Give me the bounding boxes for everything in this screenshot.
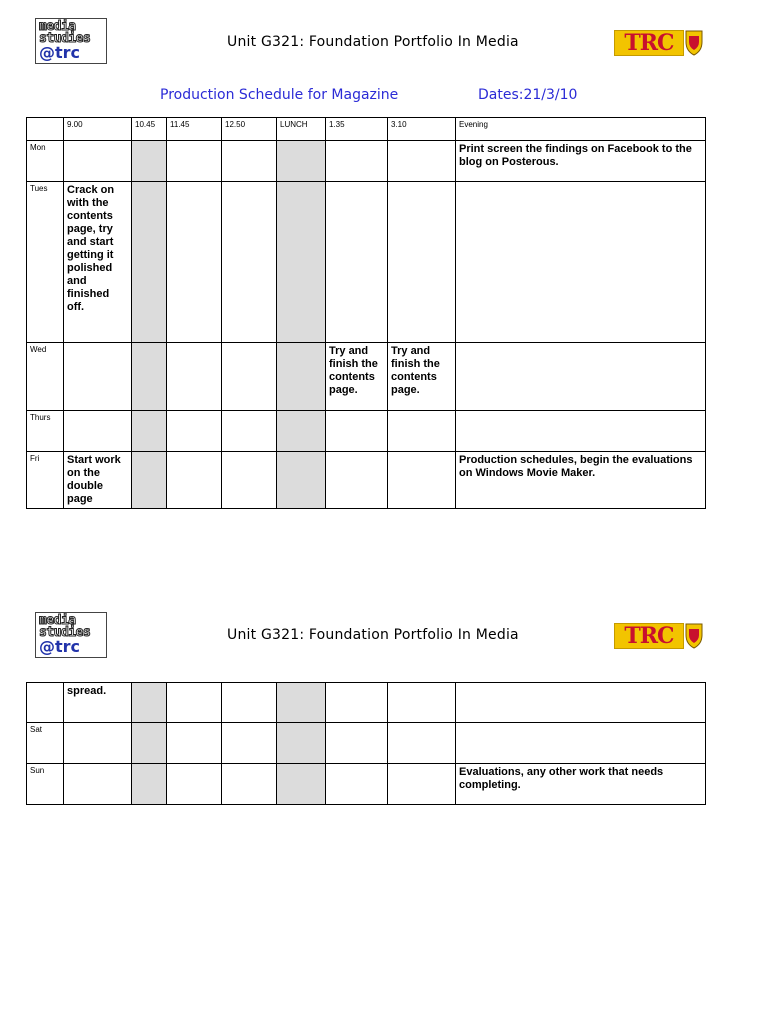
day-label: Fri xyxy=(27,452,64,509)
cell-1045 xyxy=(132,683,167,723)
header-title: Unit G321: Foundation Portfolio In Media xyxy=(227,627,519,643)
cell-135 xyxy=(326,411,388,452)
logo-line-1: media xyxy=(39,19,76,34)
day-label: Thurs xyxy=(27,411,64,452)
day-label: Sun xyxy=(27,764,64,805)
cell-310: Try and finish the contents page. xyxy=(388,343,456,411)
crest-icon xyxy=(684,621,704,649)
cell-1250 xyxy=(222,182,277,343)
cell-evening xyxy=(456,182,706,343)
header-cell-1045: 10.45 xyxy=(132,118,167,141)
schedule-table-continued xyxy=(26,682,706,805)
cell-135 xyxy=(326,723,388,764)
cell-1250 xyxy=(222,764,277,805)
media-studies-logo xyxy=(35,18,107,64)
header-cell-1145: 11.45 xyxy=(167,118,222,141)
cell-1250 xyxy=(222,141,277,182)
logo-line-1: media xyxy=(39,613,76,628)
cell-1145 xyxy=(167,141,222,182)
header-cell-lunch: LUNCH xyxy=(277,118,326,141)
cell-1045 xyxy=(132,452,167,509)
crest-icon xyxy=(684,28,704,56)
cell-evening: Production schedules, begin the evaluations on Windows Movie Maker. xyxy=(456,452,706,509)
cell-1145 xyxy=(167,343,222,411)
header-cell-135: 1.35 xyxy=(326,118,388,141)
logo-line-2: studies xyxy=(39,31,91,46)
cell-135 xyxy=(326,141,388,182)
cell-lunch xyxy=(277,411,326,452)
logo-line-3: @trc xyxy=(39,637,81,656)
cell-lunch xyxy=(277,182,326,343)
day-label: Tues xyxy=(27,182,64,343)
cell-900 xyxy=(64,723,132,764)
cell-1145 xyxy=(167,683,222,723)
trc-logo-text: TRC xyxy=(614,623,684,649)
cell-900 xyxy=(64,343,132,411)
cell-lunch xyxy=(277,343,326,411)
header-cell-evening: Evening xyxy=(456,118,706,141)
cell-evening xyxy=(456,411,706,452)
cell-lunch xyxy=(277,141,326,182)
cell-1250 xyxy=(222,683,277,723)
cell-1045 xyxy=(132,411,167,452)
cell-135: Try and finish the contents page. xyxy=(326,343,388,411)
table-row-thurs xyxy=(27,411,706,452)
header-cell-day xyxy=(27,118,64,141)
cell-135 xyxy=(326,764,388,805)
day-label xyxy=(27,683,64,723)
schedule-title: Production Schedule for Magazine xyxy=(160,87,399,103)
header-title: Unit G321: Foundation Portfolio In Media xyxy=(227,34,519,50)
day-label: Wed xyxy=(27,343,64,411)
table-row-sun xyxy=(27,764,706,805)
cell-1045 xyxy=(132,182,167,343)
logo-line-3: @trc xyxy=(39,43,81,62)
table-row-sat xyxy=(27,723,706,764)
cell-1045 xyxy=(132,141,167,182)
header-row xyxy=(27,118,706,141)
cell-310 xyxy=(388,683,456,723)
cell-310 xyxy=(388,723,456,764)
header-cell-900: 9.00 xyxy=(64,118,132,141)
header-cell-1250: 12.50 xyxy=(222,118,277,141)
cell-1250 xyxy=(222,452,277,509)
day-label: Sat xyxy=(27,723,64,764)
trc-logo xyxy=(614,621,704,651)
cell-1145 xyxy=(167,723,222,764)
cell-1045 xyxy=(132,764,167,805)
cell-evening xyxy=(456,683,706,723)
cell-900: spread. xyxy=(64,683,132,723)
cell-135 xyxy=(326,182,388,343)
cell-lunch xyxy=(277,683,326,723)
cell-1145 xyxy=(167,411,222,452)
cell-900 xyxy=(64,411,132,452)
cell-1250 xyxy=(222,411,277,452)
cell-1145 xyxy=(167,452,222,509)
cell-evening xyxy=(456,343,706,411)
logo-line-2: studies xyxy=(39,625,91,640)
cell-900: Start work on the double page xyxy=(64,452,132,509)
cell-310 xyxy=(388,182,456,343)
cell-lunch xyxy=(277,723,326,764)
cell-1045 xyxy=(132,343,167,411)
table-row-tues xyxy=(27,182,706,343)
cell-evening: Evaluations, any other work that needs completing. xyxy=(456,764,706,805)
cell-lunch xyxy=(277,764,326,805)
trc-logo-text: TRC xyxy=(614,30,684,56)
table-row-wed xyxy=(27,343,706,411)
cell-evening: Print screen the findings on Facebook to the blog on Posterous. xyxy=(456,141,706,182)
cell-1145 xyxy=(167,182,222,343)
media-studies-logo xyxy=(35,612,107,658)
cell-310 xyxy=(388,411,456,452)
cell-1145 xyxy=(167,764,222,805)
cell-310 xyxy=(388,764,456,805)
cell-900: Crack on with the contents page, try and start getting it polished and finished off. xyxy=(64,182,132,343)
cell-135 xyxy=(326,683,388,723)
table-row-fri-continued xyxy=(27,683,706,723)
cell-1250 xyxy=(222,723,277,764)
cell-lunch xyxy=(277,452,326,509)
cell-135 xyxy=(326,452,388,509)
cell-evening xyxy=(456,723,706,764)
header-cell-310: 3.10 xyxy=(388,118,456,141)
trc-logo xyxy=(614,28,704,58)
cell-1045 xyxy=(132,723,167,764)
table-row-fri xyxy=(27,452,706,509)
cell-900 xyxy=(64,764,132,805)
cell-310 xyxy=(388,452,456,509)
cell-900 xyxy=(64,141,132,182)
table-row-mon xyxy=(27,141,706,182)
schedule-table xyxy=(26,117,706,509)
cell-1250 xyxy=(222,343,277,411)
day-label: Mon xyxy=(27,141,64,182)
dates-label: Dates:21/3/10 xyxy=(478,87,578,103)
cell-310 xyxy=(388,141,456,182)
